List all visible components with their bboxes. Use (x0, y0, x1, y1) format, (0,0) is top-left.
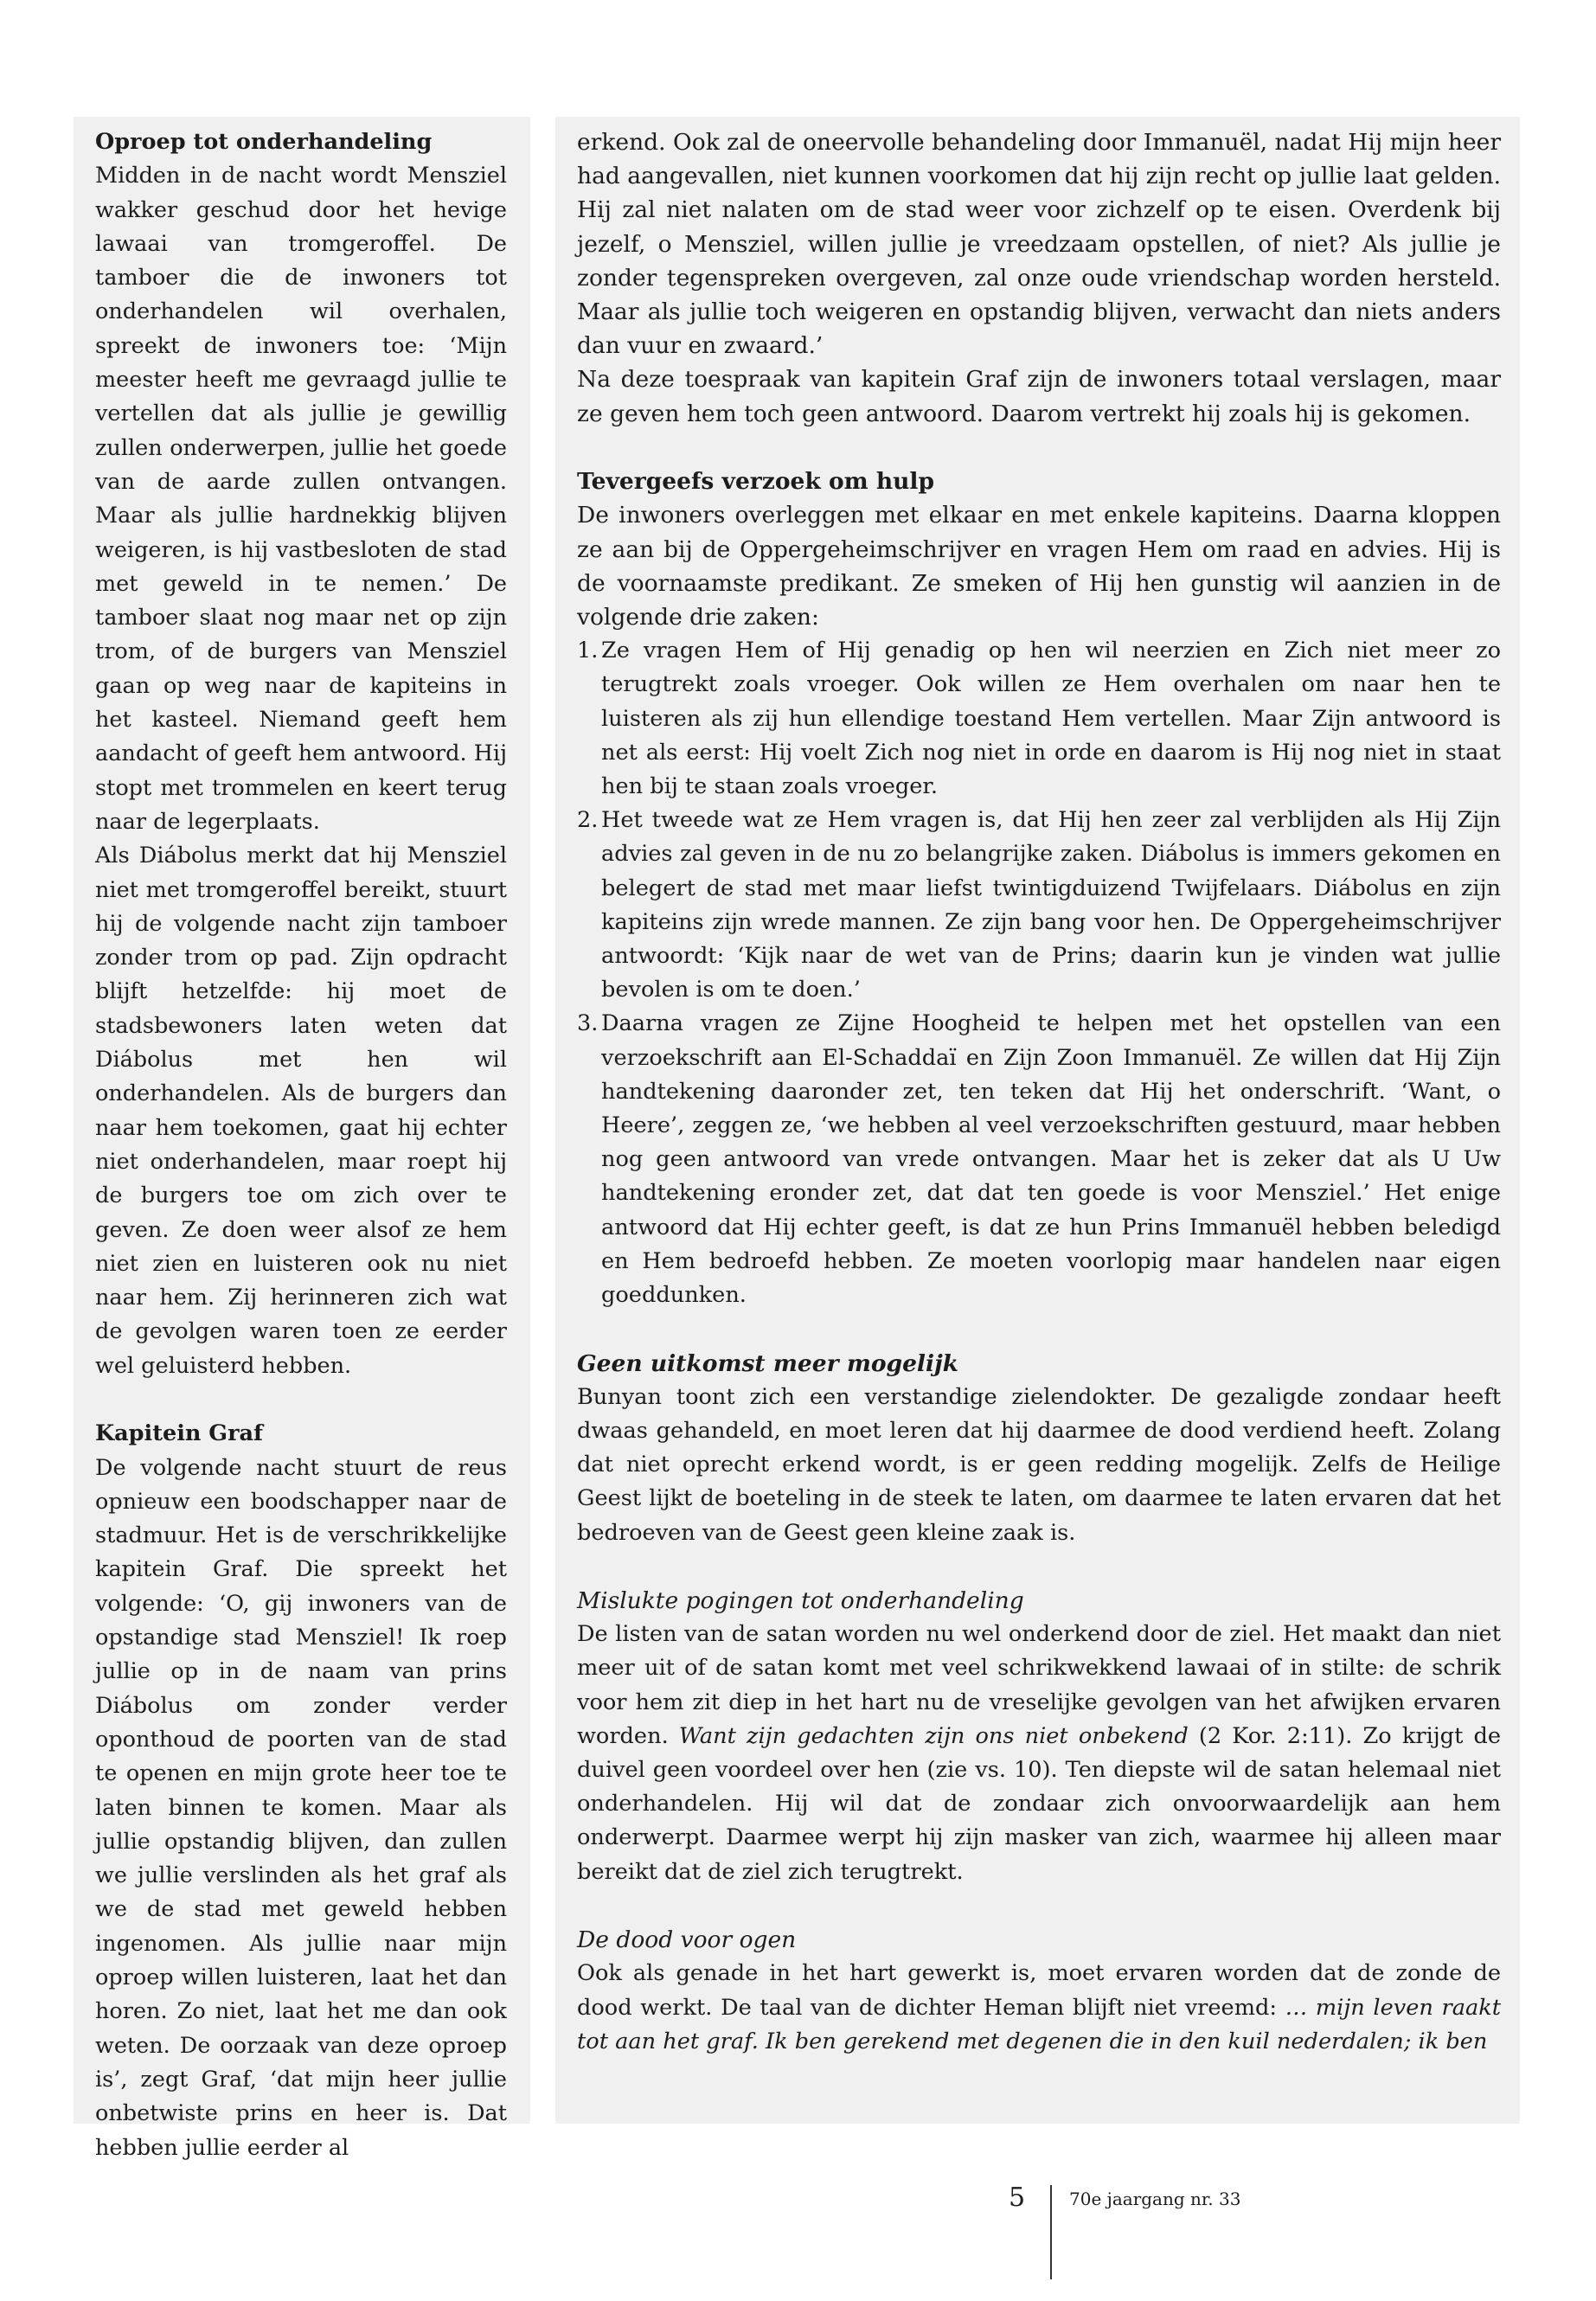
spacer (95, 1383, 507, 1417)
subheading-mislukte-pogingen: Mislukte pogingen tot onderhandeling (577, 1587, 1024, 1615)
heading-oproep: Oproep tot onderhandeling (95, 129, 433, 155)
spacer (577, 1312, 1501, 1346)
text-run: Ook als genade in het hart gewerkt is, moet ervaren worden dat de zonde de dood werkt. De taal van de dichter Heman blijft niet vreemd: (577, 1960, 1501, 2021)
paragraph: Midden in de nacht wordt Mensziel wakker geschud door het hevige lawaai van tromgeroffel. De tamboer die de inwoners tot onderhandelen wil overhalen, spreekt de inwoners toe: ‘Mijn meester heeft me gevraagd jullie te vertellen dat als jullie je gewillig zullen onderwerpen, jullie het goede van de aarde zullen ontvangen. Maar als jullie hardnekkig blijven weigeren, is hij vastbesloten de stad met geweld in te nemen.’ De tamboer slaat nog maar net op zijn trom, of de burgers van Mensziel gaan op weg naar de kapiteins in het kasteel. Niemand geeft hem aandacht of geeft hem antwoord. Hij stopt met trommelen en keert terug naar de legerplaats. (95, 163, 507, 835)
list-item (577, 804, 1501, 1007)
quote-italic: … mijn leven raakt tot aan het graf. Ik ben gerekend met degenen die in den kuil nederdalen; ik ben (577, 1994, 1502, 2054)
paragraph (577, 1957, 1501, 2059)
list-number: 1. (577, 638, 599, 664)
numbered-list (577, 634, 1501, 1312)
list-number: 3. (577, 1010, 599, 1037)
list-text: Ze vragen Hem of Hij genadig op hen wil neerzien en Zich niet meer zo terugtrekt zoals vroeger. Ook willen ze Hem overhalen om naar hen te luisteren als zij hun ellendige toestand Hem vertellen. Maar Zijn antwoord is net als eerst: Hij voelt Zich nog niet in orde en daarom is Hij nog niet in staat hen bij te staan zoals vroeger. (601, 638, 1501, 799)
paragraph: Na deze toespraak van kapitein Graf zijn de inwoners totaal verslagen, maar ze geven hem toch geen antwoord. Daarom vertrekt hij zoals hij is gekomen. (577, 366, 1501, 427)
page-number: 5 (1009, 2182, 1026, 2213)
issue-label: 70e jaargang nr. 33 (1069, 2189, 1241, 2209)
right-column (555, 117, 1520, 2124)
spacer (577, 1550, 1501, 1584)
list-number: 2. (577, 807, 599, 834)
heading-geen-uitkomst: Geen uitkomst meer mogelijk (577, 1349, 959, 1377)
list-item (577, 634, 1501, 804)
left-column (74, 117, 530, 2161)
text-run: (2 Kor. 2:11). Zo krijgt de duivel geen voordeel over hen (zie vs. 10). Ten diepste wil de satan helemaal niet onderhandelen. Hij wil dat de zondaar zich onvoorwaardelijk aan hem onderwerpt. Daarmee werpt hij zijn masker van zich, waarmee hij alleen maar bereikt dat de ziel zich terugtrekt. (577, 1722, 1501, 1885)
paragraph: Als Diábolus merkt dat hij Mensziel niet met tromgeroffel bereikt, stuurt hij de volgende nacht zijn tamboer zonder trom op pad. Zijn opdracht blijft hetzelfde: hij moet de stadsbewoners laten weten dat Diábolus met hen wil onderhandelen. Als de burgers dan naar hem toekomen, gaat hij echter niet onderhandelen, maar roept hij de burgers toe om zich over te geven. Ze doen weer alsof ze hem niet zien en luisteren ook nu niet naar hem. Zij herinneren zich wat de gevolgen waren toen ze eerder wel geluisterd hebben. (95, 843, 507, 1379)
spacer (577, 431, 1501, 465)
heading-tevergeefs: Tevergeefs verzoek om hulp (577, 468, 935, 496)
paragraph: De volgende nacht stuurt de reus opnieuw een boodschapper naar de stadmuur. Het is de verschrikkelijke kapitein Graf. Die spreekt het volgende: ‘O, gij inwoners van de opstandige stad Mensziel! Ik roep jullie op in de naam van prins Diábolus om zonder verder oponthoud de poorten van de stad te openen en mijn grote heer toe te laten binnen te komen. Maar als jullie opstandig blijven, dan zullen we jullie verslinden als het graf als we de stad met geweld hebben ingenomen. Als jullie naar mijn oproep willen luisteren, laat het dan horen. Zo niet, laat het me dan ook weten. De oorzaak van deze oproep is’, zegt Graf, ‘dat mijn heer jullie onbetwiste prins en heer is. Dat hebben jullie eerder al (95, 1454, 507, 2161)
spacer (577, 1889, 1501, 1923)
list-text: Daarna vragen ze Zijne Hoogheid te helpen met het opstellen van een verzoekschrift aan El-Schaddaï en Zijn Zoon Immanuël. Ze willen dat Hij Zijn handtekening daaronder zet, ten teken dat Hij het onderschrift. ‘Want, o Heere’, zeggen ze, ‘we hebben al veel verzoekschriften gestuurd, maar hebben nog geen antwoord van vrede ontvangen. Maar het is zeker dat als U Uw handtekening eronder zet, dat dat ten goede is voor Mensziel.’ Het enige antwoord dat Hij echter geeft, is dat ze hun Prins Immanuël hebben beledigd en Hem bedroefd hebben. Ze moeten voorlopig maar handelen naar eigen goeddunken. (601, 1010, 1501, 1308)
paragraph: De inwoners overleggen met elkaar en met enkele kapiteins. Daarna kloppen ze aan bij de Oppergeheimschrijver en vragen Hem om raad en advies. Hij is de voornaamste predikant. Ze smeken of Hij hen gunstig wil aanzien in de volgende drie zaken: (577, 502, 1501, 631)
paragraph: erkend. Ook zal de oneervolle behandeling door Immanuël, nadat Hij mijn heer had aangevallen, niet kunnen voorkomen dat hij zijn recht op jullie laat gelden. Hij zal niet nalaten om de stad weer voor zichzelf op te eisen. Overdenk bij jezelf, o Mensziel, willen jullie je vreedzaam opstellen, of niet? Als jullie je zonder tegenspreken overgeven, zal onze oude vriendschap worden hersteld. Maar als jullie toch weigeren en opstandig blijven, verwacht dan niets anders dan vuur en zwaard.’ (577, 129, 1501, 360)
quote-italic: Want zijn gedachten zijn ons niet onbekend (678, 1722, 1189, 1749)
heading-kapitein-graf: Kapitein Graf (95, 1420, 264, 1447)
paragraph: Bunyan toont zich een verstandige zielendokter. De gezaligde zondaar heeft dwaas gehandeld, en moet leren dat hij daarmee de dood verdiend heeft. Zolang dat niet oprecht erkend wordt, is er geen redding mogelijk. Zelfs de Heilige Geest lijkt de boeteling in de steek te laten, om daarmee te laten ervaren dat het bedroeven van de Geest geen kleine zaak is. (577, 1383, 1501, 1546)
text-run: De listen van de satan worden nu wel onderkend door de ziel. Het maakt dan niet meer uit of de satan komt met veel schrikwekkend lawaai of in stilte: de schrik voor hem zit diep in het hart nu de vreselijke gevolgen van het afwijken ervaren worden. (577, 1621, 1501, 1749)
paragraph (577, 1618, 1501, 1889)
footer-divider (1050, 2185, 1052, 2279)
list-item (577, 1007, 1501, 1312)
subheading-dood-voor-ogen: De dood voor ogen (577, 1926, 797, 1954)
list-text: Het tweede wat ze Hem vragen is, dat Hij hen zeer zal verblijden als Hij Zijn advies zal geven in de nu zo belangrijke zaken. Diábolus is immers gekomen en belegert de stad met maar liefst twintigduizend Twijfelaars. Diábolus en zijn kapiteins zijn wrede mannen. Ze zijn bang voor hen. De Oppergeheimschrijver antwoordt: ‘Kijk naar de wet van de Prins; daarin kun je vinden wat jullie bevolen is om te doen.’ (601, 807, 1501, 1003)
